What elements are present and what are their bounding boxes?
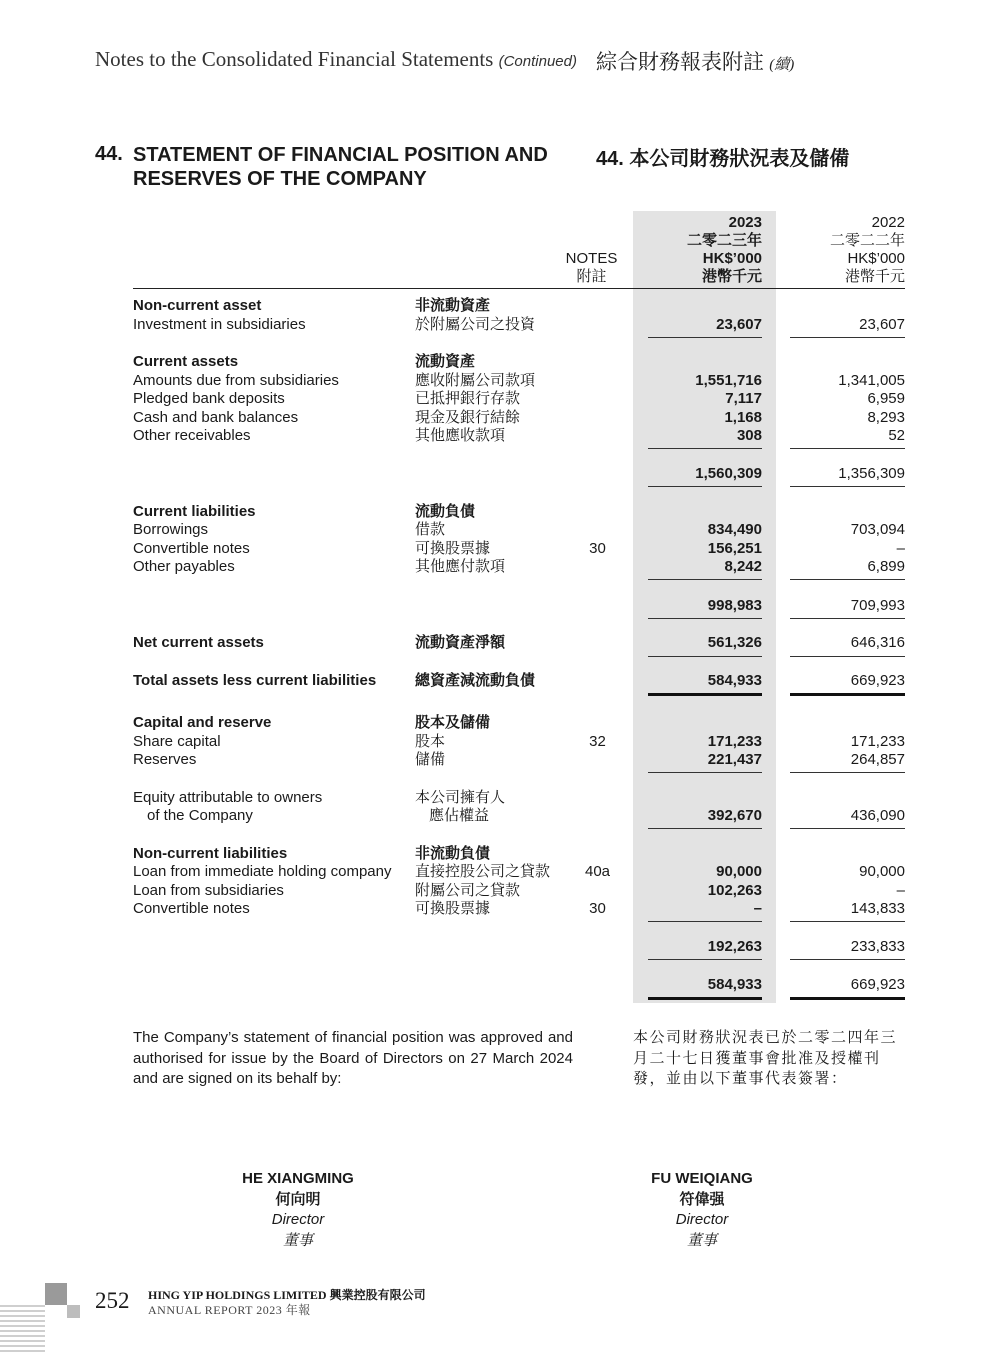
value-2023: 171,233 xyxy=(707,733,762,750)
underline-2022 xyxy=(790,959,905,960)
year-2023-zh: 二零二三年 xyxy=(686,232,762,249)
value-2023: 561,326 xyxy=(707,634,762,651)
footer-square-decoration xyxy=(45,1283,67,1305)
value-2023: 192,263 xyxy=(707,938,762,955)
row-label-en: Equity attributable to owners xyxy=(133,789,323,806)
underline-2023 xyxy=(648,828,762,829)
underline-2023 xyxy=(648,959,762,960)
double-underline-2022 xyxy=(790,693,905,696)
row-label-zh: 已抵押銀行存款 xyxy=(415,390,521,407)
table-row-non-current-liabilities-total xyxy=(0,938,1000,956)
notes-header-zh: 附註 xyxy=(576,268,607,285)
value-2022: – xyxy=(896,882,905,899)
row-label-en: Current assets xyxy=(133,353,239,370)
year-2022: 2022 xyxy=(871,214,905,231)
value-2023: 102,263 xyxy=(707,882,762,899)
value-2022: 233,833 xyxy=(850,938,905,955)
value-2023: 998,983 xyxy=(707,597,762,614)
signatory-role-en: Director xyxy=(675,1211,729,1228)
row-label-zh: 可換股票據 xyxy=(415,900,491,917)
row-label-en: Convertible notes xyxy=(133,540,250,557)
value-2023: 1,560,309 xyxy=(695,465,762,482)
table-row-total-assets-less-current-liabilities xyxy=(0,672,1000,690)
row-label-en: Pledged bank deposits xyxy=(133,390,285,407)
value-2022: 1,341,005 xyxy=(838,372,905,389)
value-2022: 6,959 xyxy=(867,390,905,407)
row-label-zh: 應佔權益 xyxy=(429,807,490,824)
underline-2022 xyxy=(790,772,905,773)
value-2023: 156,251 xyxy=(707,540,762,557)
year-2023: 2023 xyxy=(728,214,762,231)
table-row-other-receivables xyxy=(0,427,1000,445)
row-label-zh: 附屬公司之貸款 xyxy=(415,882,521,899)
underline-2023 xyxy=(648,618,762,619)
value-2022: 436,090 xyxy=(850,807,905,824)
note-ref: 30 xyxy=(589,900,606,917)
table-row-reserves xyxy=(0,751,1000,769)
running-header-zh xyxy=(596,46,794,76)
section-number: 44. xyxy=(95,143,123,165)
header-continued-en: (Continued) xyxy=(498,53,577,70)
signatory-name-zh: 符偉强 xyxy=(679,1190,725,1208)
year-2023-column-header xyxy=(640,214,762,286)
row-label-en: of the Company xyxy=(147,807,253,824)
table-row-loan-from-immediate-holding-company xyxy=(0,863,1000,881)
row-label-zh: 其他應付款項 xyxy=(415,558,506,575)
underline-2023 xyxy=(648,337,762,338)
table-row-equity-attributable-line1 xyxy=(0,789,1000,807)
footer-report-title: ANNUAL REPORT 2023 年報 xyxy=(148,1303,311,1317)
unit-2022: HK$’000 xyxy=(847,250,905,267)
value-2022: 52 xyxy=(888,427,905,444)
value-2023: 308 xyxy=(736,427,762,444)
value-2022: 646,316 xyxy=(850,634,905,651)
table-row-capital-and-reserve-heading xyxy=(0,714,1000,732)
footer-square-decoration-small xyxy=(67,1305,80,1318)
value-2023: 392,670 xyxy=(707,807,762,824)
header-title-en: Notes to the Consolidated Financial Statements xyxy=(95,47,494,71)
underline-2022 xyxy=(790,618,905,619)
notes-header-en: NOTES xyxy=(565,250,618,267)
section-title-en: STATEMENT OF FINANCIAL POSITION AND RESERVES OF THE COMPANY xyxy=(133,144,548,190)
underline-2023 xyxy=(648,921,762,922)
table-row-equity-attributable-line2 xyxy=(0,807,1000,825)
unit-2023-zh: 港幣千元 xyxy=(701,268,762,285)
table-row-loan-from-subsidiaries xyxy=(0,882,1000,900)
table-row-convertible-notes-non-current xyxy=(0,900,1000,918)
underline-2022 xyxy=(790,579,905,580)
year-2022-column-header xyxy=(783,214,905,286)
row-label-zh: 儲備 xyxy=(415,751,446,768)
value-2023: 1,551,716 xyxy=(695,372,762,389)
signatory-role-zh: 董事 xyxy=(686,1231,717,1249)
page-number: 252 xyxy=(95,1288,130,1313)
table-row-non-current-liabilities-heading xyxy=(0,845,1000,863)
row-label-zh: 於附屬公司之投資 xyxy=(415,316,536,333)
row-label-zh: 流動資產 xyxy=(415,353,476,370)
table-row-convertible-notes-current xyxy=(0,540,1000,558)
row-label-en: Loan from subsidiaries xyxy=(133,882,284,899)
table-row-current-assets-heading xyxy=(0,353,1000,371)
row-label-en: Other payables xyxy=(133,558,235,575)
header-continued-zh: (續) xyxy=(769,57,795,73)
underline-2022 xyxy=(790,828,905,829)
row-label-zh: 股本及儲備 xyxy=(415,714,491,731)
row-label-zh: 直接控股公司之貸款 xyxy=(415,863,551,880)
value-2022: 8,293 xyxy=(867,409,905,426)
table-row-investment-in-subsidiaries xyxy=(0,316,1000,334)
table-row-borrowings xyxy=(0,521,1000,539)
double-underline-2023 xyxy=(648,693,762,696)
row-label-en: Borrowings xyxy=(133,521,209,538)
row-label-en: Non-current liabilities xyxy=(133,845,288,862)
table-row-pledged-bank-deposits xyxy=(0,390,1000,408)
underline-2023 xyxy=(648,656,762,657)
row-label-en: Cash and bank balances xyxy=(133,409,299,426)
row-label-en: Share capital xyxy=(133,733,221,750)
row-label-zh: 非流動負債 xyxy=(415,845,491,862)
row-label-en: Amounts due from subsidiaries xyxy=(133,372,339,389)
underline-2023 xyxy=(648,486,762,487)
section-title-zh: 44. 本公司財務狀況表及儲備 xyxy=(596,148,850,170)
table-row-other-payables xyxy=(0,558,1000,576)
running-header-en xyxy=(95,47,577,72)
year-2022-zh: 二零二二年 xyxy=(829,232,905,249)
signatory-name-en: FU WEIQIANG xyxy=(651,1170,753,1187)
table-row-net-current-assets xyxy=(0,634,1000,652)
approval-statement-en: The Company’s statement of financial position was approved and authorised for issue by the Board of Directors on 27 March 2024 and are signed on its behalf by: xyxy=(133,1029,573,1087)
value-2022: 90,000 xyxy=(859,863,905,880)
notes-column-header xyxy=(560,250,623,286)
row-label-zh: 現金及銀行結餘 xyxy=(415,409,521,426)
signatory-role-zh: 董事 xyxy=(282,1231,313,1249)
value-2022: 703,094 xyxy=(850,521,905,538)
row-label-zh: 可換股票據 xyxy=(415,540,491,557)
note-ref: 32 xyxy=(589,733,606,750)
underline-2022 xyxy=(790,921,905,922)
approval-statement-zh: 本公司財務狀況表已於二零二四年三月二十七日獲董事會批准及授權刊發，並由以下董事代表簽署： xyxy=(633,1029,898,1087)
underline-2023 xyxy=(648,772,762,773)
row-label-en: Other receivables xyxy=(133,427,251,444)
value-2023: 1,168 xyxy=(724,409,762,426)
value-2022: 6,899 xyxy=(867,558,905,575)
footer-company-name: HING YIP HOLDINGS LIMITED 興業控股有限公司 xyxy=(148,1288,426,1302)
table-row-amounts-due-from-subsidiaries xyxy=(0,372,1000,390)
double-underline-2022 xyxy=(790,997,905,1000)
unit-2023: HK$’000 xyxy=(702,250,762,267)
underline-2022 xyxy=(790,656,905,657)
signatory-role-en: Director xyxy=(271,1211,325,1228)
double-underline-2023 xyxy=(648,997,762,1000)
table-row-non-current-asset-heading xyxy=(0,297,1000,315)
row-label-en: Total assets less current liabilities xyxy=(133,672,377,689)
value-2023: 584,933 xyxy=(707,976,762,993)
signatory-name-en: HE XIANGMING xyxy=(242,1170,354,1187)
note-ref: 30 xyxy=(589,540,606,557)
row-label-zh: 流動資產淨額 xyxy=(415,634,506,651)
row-label-zh: 其他應收款項 xyxy=(415,427,506,444)
row-label-zh: 流動負債 xyxy=(415,503,476,520)
value-2023: 584,933 xyxy=(707,672,762,689)
header-rule xyxy=(133,288,905,289)
signatory-name-zh: 何向明 xyxy=(275,1190,321,1208)
row-label-zh: 非流動資產 xyxy=(415,297,491,314)
value-2023: 7,117 xyxy=(725,390,762,407)
value-2023: 23,607 xyxy=(716,316,762,333)
value-2022: 669,923 xyxy=(850,672,905,689)
table-row-cash-and-bank-balances xyxy=(0,409,1000,427)
underline-2022 xyxy=(790,448,905,449)
table-row-current-liabilities-total xyxy=(0,597,1000,615)
table-row-grand-total xyxy=(0,976,1000,994)
note-ref: 40a xyxy=(584,863,611,880)
unit-2022-zh: 港幣千元 xyxy=(844,268,905,285)
value-2023: 90,000 xyxy=(716,863,762,880)
row-label-en: Capital and reserve xyxy=(133,714,272,731)
signatory-2 xyxy=(582,1169,822,1251)
value-2022: 709,993 xyxy=(850,597,905,614)
footer-stripe-decoration xyxy=(0,1305,45,1355)
row-label-en: Current liabilities xyxy=(133,503,256,520)
value-2022: 264,857 xyxy=(850,751,905,768)
row-label-zh: 本公司擁有人 xyxy=(415,789,506,806)
row-label-en: Non-current asset xyxy=(133,297,262,314)
value-2022: – xyxy=(896,540,905,557)
value-2023: 221,437 xyxy=(707,751,762,768)
row-label-en: Reserves xyxy=(133,751,197,768)
value-2023: – xyxy=(753,900,762,917)
value-2022: 23,607 xyxy=(859,316,905,333)
row-label-zh: 應收附屬公司款項 xyxy=(415,372,536,389)
row-label-en: Loan from immediate holding company xyxy=(133,863,392,880)
value-2023: 8,242 xyxy=(724,558,762,575)
value-2023: 834,490 xyxy=(707,521,762,538)
header-title-zh: 綜合財務報表附註 xyxy=(596,50,764,74)
row-label-zh: 借款 xyxy=(415,521,446,538)
signatory-1 xyxy=(178,1169,418,1251)
row-label-zh: 總資產減流動負債 xyxy=(415,672,536,689)
table-row-current-assets-total xyxy=(0,465,1000,483)
underline-2023 xyxy=(648,448,762,449)
value-2022: 143,833 xyxy=(850,900,905,917)
row-label-en: Investment in subsidiaries xyxy=(133,316,306,333)
underline-2022 xyxy=(790,337,905,338)
table-row-share-capital xyxy=(0,733,1000,751)
value-2022: 171,233 xyxy=(850,733,905,750)
row-label-zh: 股本 xyxy=(415,733,446,750)
value-2022: 669,923 xyxy=(850,976,905,993)
underline-2022 xyxy=(790,486,905,487)
underline-2023 xyxy=(648,579,762,580)
row-label-en: Net current assets xyxy=(133,634,264,651)
value-2022: 1,356,309 xyxy=(838,465,905,482)
row-label-en: Convertible notes xyxy=(133,900,250,917)
table-row-current-liabilities-heading xyxy=(0,503,1000,521)
